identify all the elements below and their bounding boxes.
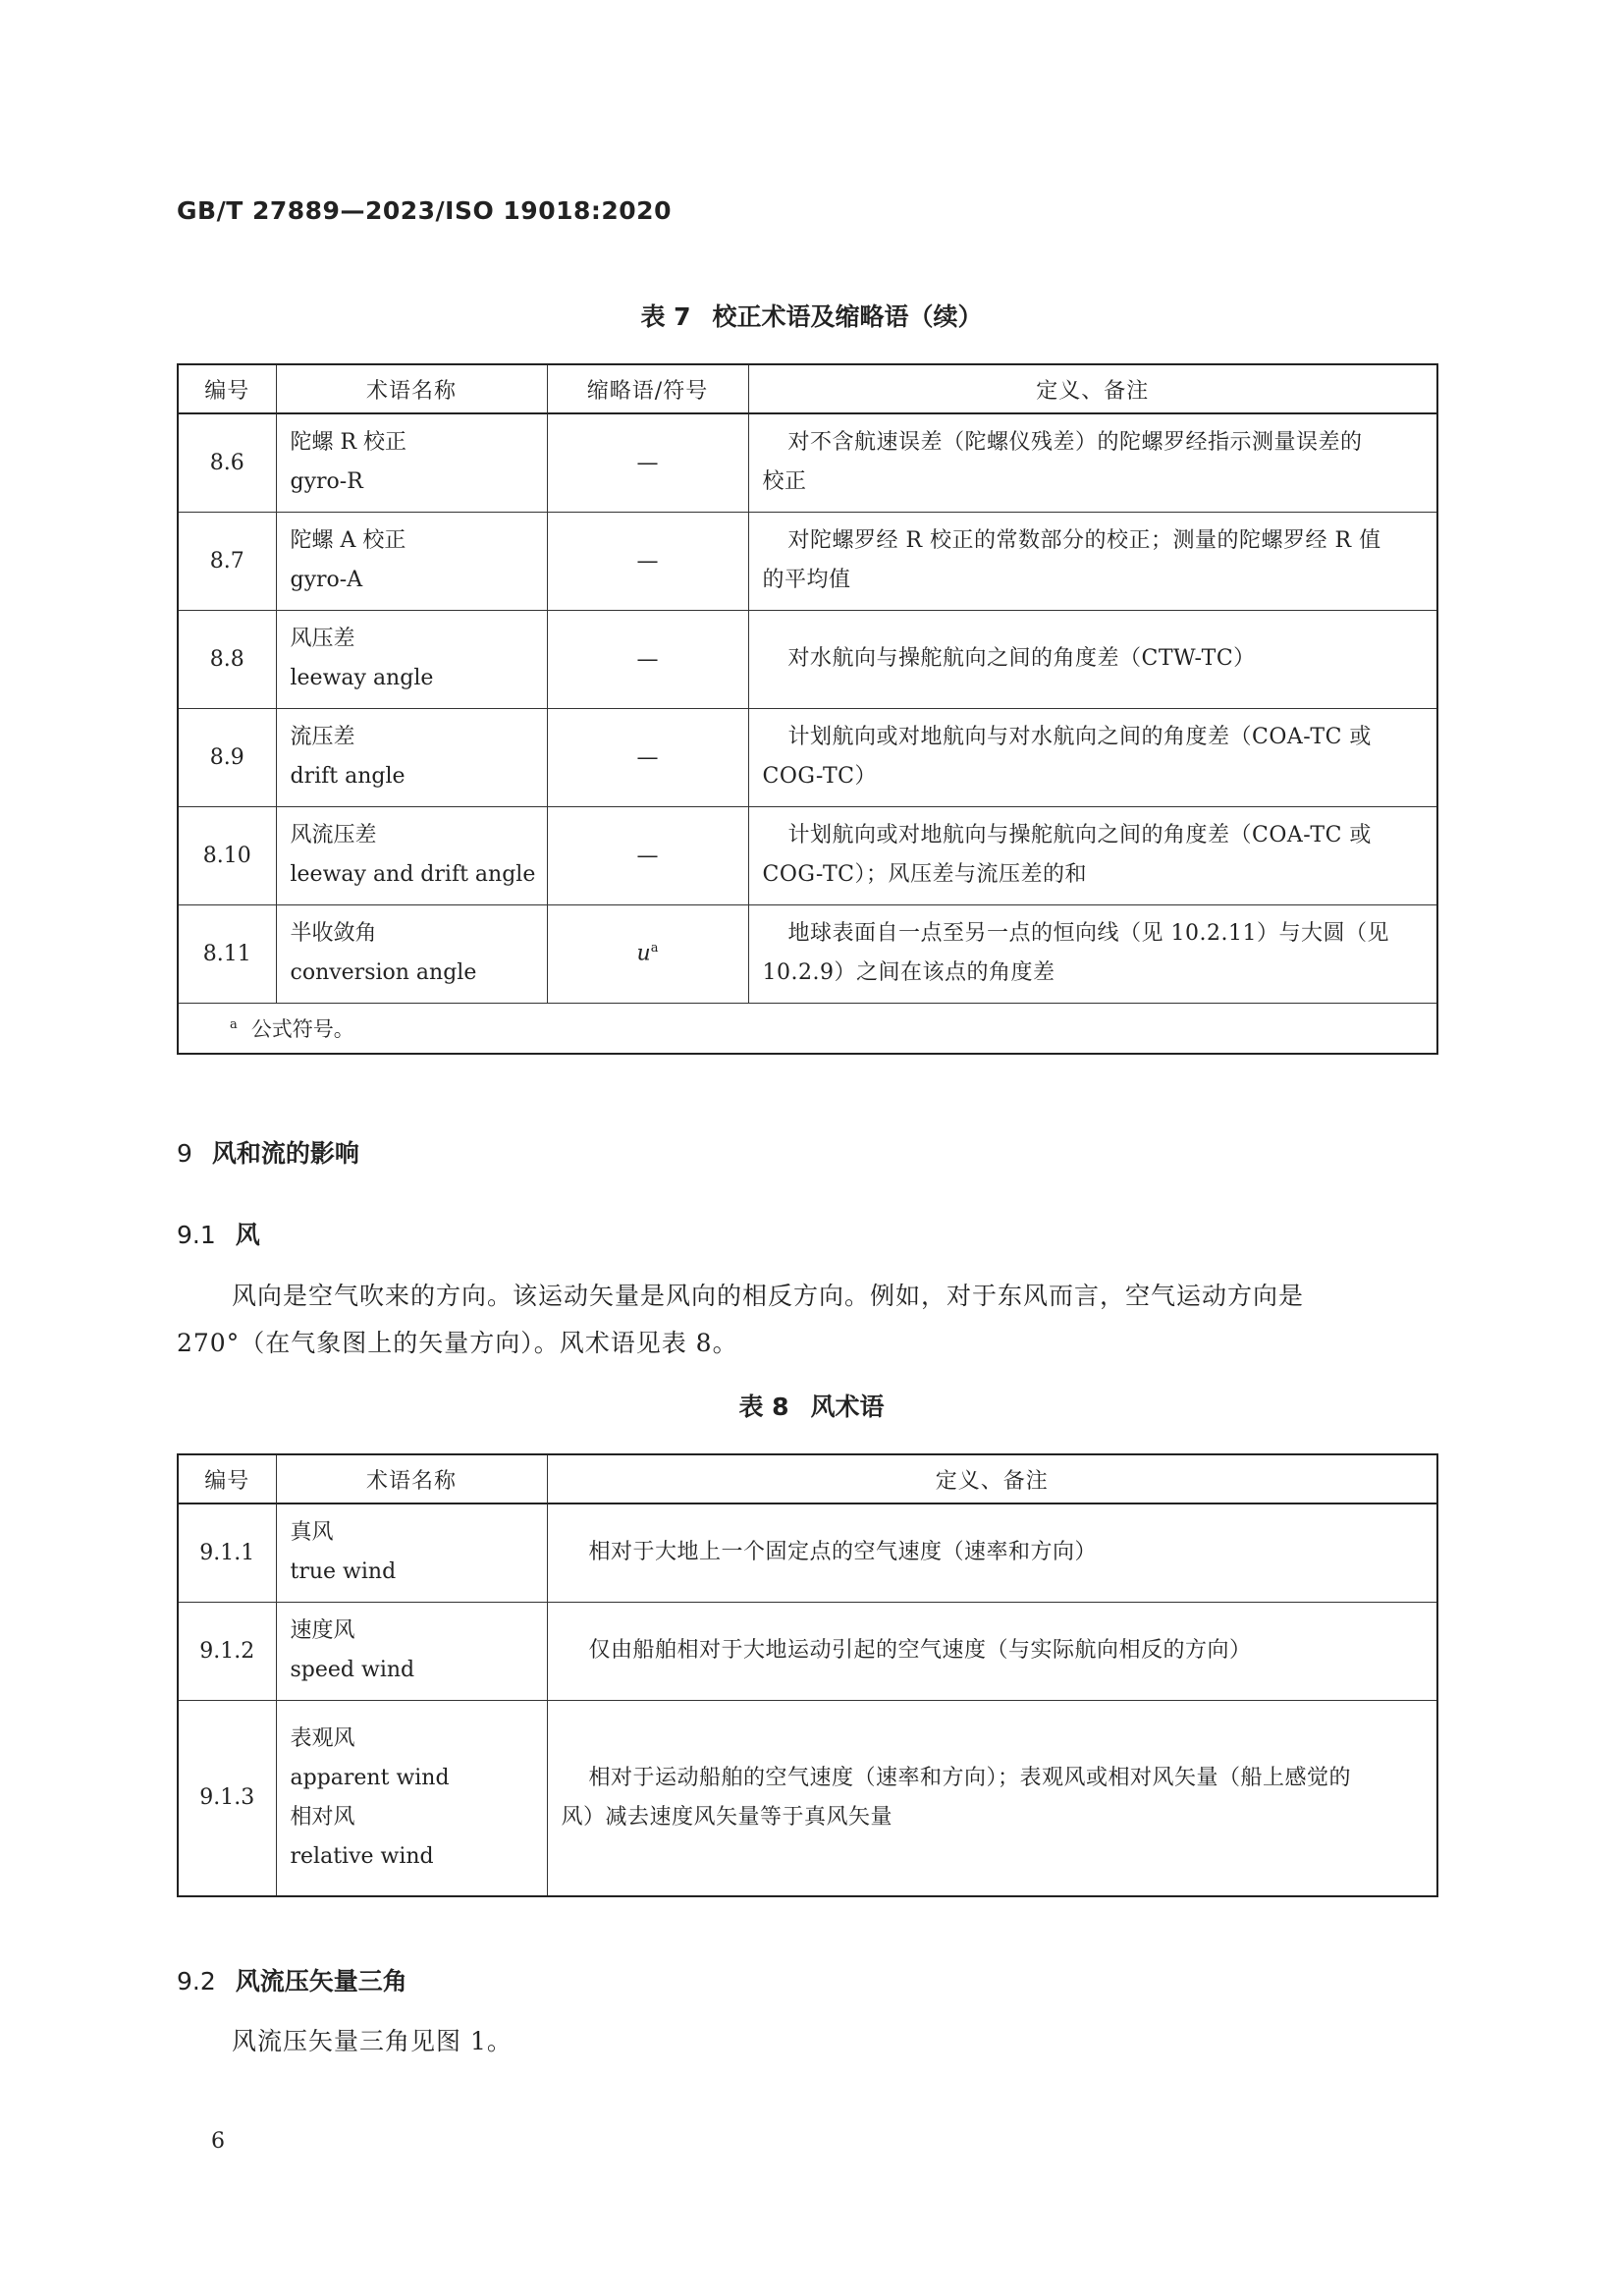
term-zh: 速度风 <box>290 1618 355 1643</box>
section-title: 风和流的影响 <box>211 1139 359 1168</box>
table7-caption <box>0 298 1623 333</box>
symbol-u: u <box>636 941 651 966</box>
section-title: 风 <box>235 1221 260 1249</box>
term-cell <box>276 1602 547 1700</box>
definition-cell: 相对于大地上一个固定点的空气速度（速率和方向） <box>547 1503 1437 1602</box>
term-zh: 风压差 <box>290 627 355 651</box>
row-number: 8.7 <box>178 512 276 610</box>
definition-line: COG-TC） <box>762 764 878 789</box>
term-cell <box>276 708 547 806</box>
section-title: 风流压矢量三角 <box>235 1967 407 1995</box>
term-en-alt: relative wind <box>290 1843 434 1869</box>
abbr-cell: — <box>547 610 748 708</box>
table7-header-row <box>178 364 1437 413</box>
paragraph-line: 风流压矢量三角见图 1。 <box>232 2027 513 2055</box>
footnote-text: 公式符号。 <box>250 1016 354 1041</box>
section-9-1-heading <box>177 1216 260 1251</box>
row-number: 8.10 <box>178 806 276 904</box>
term-zh: 陀螺 A 校正 <box>290 528 406 553</box>
definition-line: 地球表面自一点至另一点的恒向线（见 10.2.11）与大圆（见 <box>787 921 1389 946</box>
section-9-2-heading <box>177 1962 407 1997</box>
section-number: 9 <box>177 1139 192 1168</box>
term-zh: 半收敛角 <box>290 921 377 946</box>
term-cell <box>276 1700 547 1896</box>
table7-col-term: 术语名称 <box>276 364 547 413</box>
term-en: gyro-A <box>290 568 363 592</box>
term-en: leeway and drift angle <box>290 862 536 887</box>
abbr-cell <box>547 904 748 1003</box>
definition-line: 的平均值 <box>762 568 851 592</box>
row-number: 9.1.3 <box>178 1700 276 1896</box>
table7-footnote <box>178 1003 1437 1054</box>
section-9-2-paragraph <box>177 2018 1436 2065</box>
page-number: 6 <box>211 2129 225 2154</box>
term-en: speed wind <box>290 1658 415 1682</box>
section-number: 9.1 <box>177 1221 216 1249</box>
term-cell <box>276 413 547 512</box>
paragraph-line: 风向是空气吹来的方向。该运动矢量是风向的相反方向。例如，对于东风而言，空气运动方向是 <box>232 1282 1305 1310</box>
definition-cell <box>748 708 1437 806</box>
standard-header: GB/T 27889—2023/ISO 19018:2020 <box>177 196 672 225</box>
definition-line: 风）减去速度风矢量等于真风矢量 <box>561 1804 893 1830</box>
table7-title: 校正术语及缩略语（续） <box>712 302 983 331</box>
definition-cell <box>748 806 1437 904</box>
abbr-cell: — <box>547 806 748 904</box>
row-number: 9.1.2 <box>178 1602 276 1700</box>
term-en: apparent wind <box>290 1765 450 1790</box>
section-9-heading <box>177 1134 359 1170</box>
term-cell <box>276 512 547 610</box>
term-zh: 真风 <box>290 1520 334 1546</box>
definition-line: 计划航向或对地航向与对水航向之间的角度差（COA-TC 或 <box>787 725 1372 749</box>
definition-line: 10.2.9）之间在该点的角度差 <box>762 960 1055 985</box>
table7-col-abbr: 缩略语/符号 <box>547 364 748 413</box>
abbr-cell: — <box>547 708 748 806</box>
footnote-mark: a <box>230 1016 238 1032</box>
abbr-cell: — <box>547 512 748 610</box>
definition-line: 校正 <box>762 469 807 495</box>
term-cell <box>276 610 547 708</box>
table8 <box>177 1453 1438 1897</box>
term-en: conversion angle <box>290 960 477 985</box>
table8-number: 表 8 <box>738 1393 789 1421</box>
table-row <box>178 806 1437 904</box>
table7-col-number: 编号 <box>178 364 276 413</box>
table8-col-definition: 定义、备注 <box>547 1454 1437 1503</box>
section-9-1-paragraph <box>177 1273 1436 1367</box>
row-number: 9.1.1 <box>178 1503 276 1602</box>
term-en: drift angle <box>290 764 406 789</box>
definition-cell <box>748 610 1437 708</box>
term-en: leeway angle <box>290 666 434 690</box>
section-number: 9.2 <box>177 1967 216 1995</box>
term-zh: 表观风 <box>290 1725 355 1751</box>
table-row <box>178 1503 1437 1602</box>
definition-line: 对水航向与操舵航向之间的角度差（CTW-TC） <box>787 646 1256 671</box>
definition-line: 相对于运动船舶的空气速度（速率和方向）；表观风或相对风矢量（船上感觉的 <box>588 1765 1352 1790</box>
row-number: 8.11 <box>178 904 276 1003</box>
table-row <box>178 610 1437 708</box>
table-row <box>178 1700 1437 1896</box>
row-number: 8.6 <box>178 413 276 512</box>
definition-cell <box>547 1700 1437 1896</box>
definition-cell <box>748 904 1437 1003</box>
footnote-ref: a <box>650 941 659 957</box>
term-zh: 流压差 <box>290 725 355 749</box>
term-en: gyro-R <box>290 469 363 495</box>
table7-footnote-row <box>178 1003 1437 1054</box>
table8-col-number: 编号 <box>178 1454 276 1503</box>
paragraph-line: 270°（在气象图上的矢量方向）。风术语见表 8。 <box>177 1329 738 1357</box>
table8-title: 风术语 <box>810 1393 885 1421</box>
term-cell <box>276 904 547 1003</box>
abbr-cell: — <box>547 413 748 512</box>
term-zh-alt: 相对风 <box>290 1804 355 1830</box>
definition-line: COG-TC）；风压差与流压差的和 <box>762 862 1088 887</box>
term-cell <box>276 1503 547 1602</box>
term-zh: 陀螺 R 校正 <box>290 430 407 456</box>
table8-col-term: 术语名称 <box>276 1454 547 1503</box>
table7 <box>177 363 1438 1055</box>
table-row <box>178 904 1437 1003</box>
table7-number: 表 7 <box>640 302 691 331</box>
definition-line: 对陀螺罗经 R 校正的常数部分的校正；测量的陀螺罗经 R 值 <box>787 528 1381 553</box>
term-zh: 风流压差 <box>290 823 377 847</box>
table-row <box>178 413 1437 512</box>
table-row <box>178 708 1437 806</box>
definition-cell: 仅由船舶相对于大地运动引起的空气速度（与实际航向相反的方向） <box>547 1602 1437 1700</box>
definition-cell <box>748 512 1437 610</box>
term-cell <box>276 806 547 904</box>
definition-line: 对不含航速误差（陀螺仪残差）的陀螺罗经指示测量误差的 <box>787 430 1363 456</box>
table8-caption <box>0 1388 1623 1423</box>
definition-cell <box>748 413 1437 512</box>
table8-header-row <box>178 1454 1437 1503</box>
term-en: true wind <box>290 1559 397 1585</box>
table-row <box>178 512 1437 610</box>
row-number: 8.8 <box>178 610 276 708</box>
definition-line: 计划航向或对地航向与操舵航向之间的角度差（COA-TC 或 <box>787 823 1372 847</box>
table7-col-definition: 定义、备注 <box>748 364 1437 413</box>
row-number: 8.9 <box>178 708 276 806</box>
table-row <box>178 1602 1437 1700</box>
